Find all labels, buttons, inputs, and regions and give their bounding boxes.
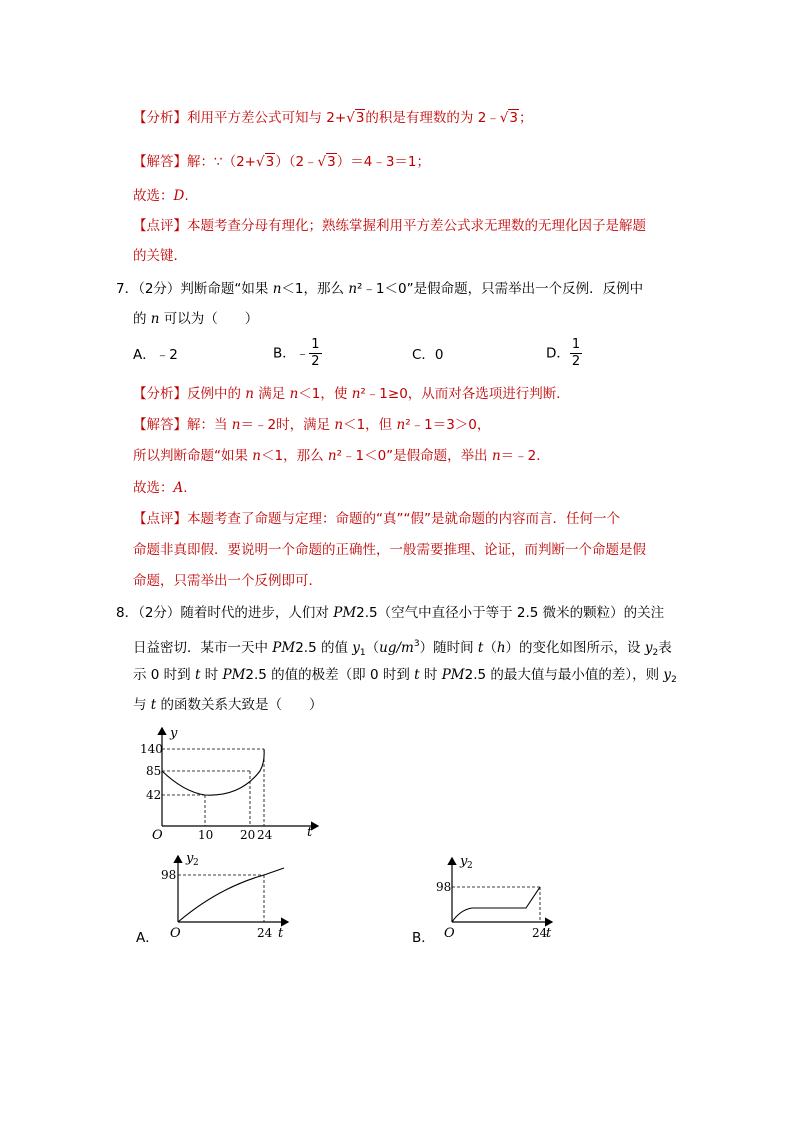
solution-7-var-3: n [396,417,406,433]
q8-l2-c: （ [365,640,380,656]
graph-a-tick-24: 24 [257,926,273,940]
choose-7-answer: A [173,480,184,496]
q8-l2-b: 2.5 的值 [295,640,353,656]
q8-pm-1: PM [333,605,357,621]
comment-6-line-2: 的关键． [133,248,187,264]
option-b-fraction: $\frac{1}{2}$ [311,337,320,369]
choose-7-dot: . [183,480,188,496]
graph-b-x-label: t [546,926,552,941]
solution-7-line-1 [133,415,490,435]
option-a: A．﹣2 [133,347,178,363]
q7-text-1: 7．（2分）判断命题“如果 [116,281,273,297]
q8-y2: y [644,640,653,656]
graph-a-x-label: t [278,926,284,941]
analysis-7-text-1: 反例中的 [187,386,246,402]
q7-text-5: 可以为（ ） [159,311,259,327]
solution-7-var-1: n [231,417,241,433]
comment-7-line-2: 命题非真即假．要说明一个命题的正确性，一般需要推理、论证，而判断一个命题是假 [133,542,646,558]
option-b [273,337,322,370]
sqrt-symbol: √3 [346,110,365,126]
solution-text-1: 解：∵（2+ [187,154,256,170]
q7-var-3: n [150,311,160,327]
question-8-line-4 [133,695,323,715]
graph-b-label: B． [412,930,435,946]
analysis-text-3: ； [519,110,533,126]
solution-7-l2-var-1: n [252,448,261,464]
q8-t-3: t [414,667,420,683]
graph-a-curve [178,868,284,922]
graph-main-tick-24: 24 [257,828,273,840]
q8-l3-b: 时 [200,667,223,683]
graph-a-y-label: y [186,851,194,866]
solution-text-2: ）（2﹣ [275,154,318,170]
solution-7-l2-a: 所以判断命题“如果 [133,448,253,464]
q7-text-2: ＜1，那么 [281,281,349,297]
q8-l4-b: 的函数关系大致是（ ） [156,697,323,713]
graph-main-curve [162,749,264,795]
solution-7-line-2 [133,446,550,466]
comment-tag: 【点评】 [133,218,187,234]
solution-7-l2-var-2: n [327,448,337,464]
q8-y2-b: y [663,667,672,683]
comment-7-line-3: 命题，只需举出一个反例即可． [133,573,322,589]
solution-6-line [133,152,430,172]
graph-b-origin: O [444,926,455,941]
q7-var-1: n [272,281,282,297]
q8-unit-sup: 3 [413,639,420,649]
solution-tag: 【解答】 [133,154,187,170]
q8-y2-sub: 2 [652,648,659,658]
graph-main-y-label: y [170,726,178,741]
graph-main-origin: O [152,828,163,840]
graph-main-tick-140: 140 [140,742,163,756]
q8-l3-d: 时 [419,667,442,683]
q8-l2-f: ）的变化如图所示，设 [505,640,645,656]
solution-7-var-2: n [334,417,344,433]
q8-y1: y [352,640,360,656]
q8-l3-a: 示 0 时到 [133,667,195,683]
comment-7-tag: 【点评】 [133,511,187,527]
analysis-7-var-3: n [351,386,361,402]
q8-pm-4: PM [441,667,465,683]
analysis-7-tag: 【分析】 [133,386,187,402]
q8-t-1: t [477,640,484,656]
q8-l3-e: 2.5 的最大值与最小值的差），则 [464,667,664,683]
q8-unit: ug/m [379,640,414,656]
graph-b-tick-98: 98 [436,880,452,894]
question-8-line-2 [133,634,672,663]
q8-t-4: t [150,697,157,713]
choose-label: 故选： [133,188,174,204]
analysis-7-text-2: 满足 [254,386,290,402]
graph-main-tick-10: 10 [198,828,214,840]
q8-l2-a: 日益密切．某市一天中 [133,640,273,656]
q8-l3-c: 2.5 的值的极差（即 0 时到 [245,667,415,683]
analysis-tag: 【分析】 [133,110,187,126]
graph-b-curve [452,887,540,922]
option-d [546,337,582,370]
question-7-line-2 [133,309,258,329]
analysis-6-line [133,108,533,128]
analysis-7-var-2: n [289,386,299,402]
choose-7-label: 故选： [133,480,174,496]
analysis-7-text-4: ²﹣1≥0，从而对各选项进行判断． [360,386,570,402]
graph-b [436,852,560,944]
graph-b-y-label: y [460,854,468,869]
solution-text-3: ）＝4﹣3＝1； [336,154,431,170]
q8-y2-b-sub: 2 [671,675,677,685]
graph-a-origin: O [170,926,181,941]
solution-7-l2-var-3: n [491,448,501,464]
choose-answer: D [173,188,185,204]
q7-text-4: 的 [133,311,151,327]
question-7-line-1 [116,279,643,299]
q8-l2-d: ）随时间 [419,640,478,656]
q8-t-2: t [194,667,201,683]
graph-a-tick-98: 98 [161,868,177,882]
comment-7-text-1: 本题考查了命题与定理：命题的“真”“假”是就命题的内容而言．任何一个 [187,511,620,527]
solution-7-text-2: ＝﹣2时，满足 [240,417,335,433]
analysis-text: 利用平方差公式可知与 2+ [187,110,347,126]
q8-l2-g: 表 [658,640,672,656]
q8-l4-a: 与 [133,697,151,713]
q8-h: h [496,640,506,656]
solution-7-l2-b: ＜1，那么 [261,448,328,464]
sqrt-symbol-3: √3 [256,154,275,170]
comment-6-line-1 [133,216,646,236]
choose-7-line [133,478,188,498]
graph-a-y-sub: 2 [193,858,199,868]
graph-main-tick-85: 85 [146,764,162,778]
q8-l1-a: 8．（2分）随着时代的进步，人们对 [116,605,334,621]
analysis-7-var-1: n [245,386,254,402]
solution-7-text-4: ²﹣1＝3＞0， [405,417,491,433]
solution-7-l2-c: ²﹣1＜0”是假命题，举出 [336,448,492,464]
q8-pm-3: PM [222,667,246,683]
solution-7-tag: 【解答】 [133,417,187,433]
q8-l2-e: （ [483,640,497,656]
q7-var-2: n [348,281,358,297]
graph-main-tick-20: 20 [240,828,256,840]
comment-7-line-1 [133,509,620,529]
analysis-7-line [133,384,570,404]
q7-text-3: ²﹣1＜0”是假命题，只需举出一个反例．反例中 [357,281,644,297]
q8-pm-2: PM [272,640,296,656]
graph-b-y-sub: 2 [467,861,473,871]
option-b-label: B．﹣ [273,345,310,362]
choose-6-line [133,186,189,206]
choose-dot: . [184,188,189,204]
q8-y1-sub: 1 [359,648,366,658]
option-d-fraction: $\frac{1}{2}$ [571,337,581,369]
q8-l1-b: 2.5（空气中直径小于等于 2.5 微米的颗粒）的关注 [356,605,665,621]
solution-7-text-3: ＜1，但 [343,417,397,433]
graph-main [140,722,330,840]
option-d-label: D． [546,345,570,362]
sqrt-symbol-4: √3 [317,154,336,170]
solution-7-l2-d: ＝﹣2． [500,448,550,464]
graph-a-label: A． [136,930,159,946]
graph-b-tick-24: 24 [532,926,548,940]
graph-main-x-label: t [307,825,313,840]
analysis-7-text-3: ＜1，使 [298,386,352,402]
graph-a [158,848,298,944]
option-c: C．0 [412,347,444,363]
comment-text-1: 本题考查分母有理化；熟练掌握利用平方差公式求无理数的无理化因子是解题 [187,218,646,234]
graph-main-tick-42: 42 [146,788,162,802]
analysis-text-2: 的积是有理数的为 2﹣ [365,110,500,126]
sqrt-symbol-2: √3 [499,110,518,126]
question-8-line-1 [116,603,664,623]
solution-7-text-1: 解：当 [187,417,232,433]
question-8-line-3 [133,665,677,690]
